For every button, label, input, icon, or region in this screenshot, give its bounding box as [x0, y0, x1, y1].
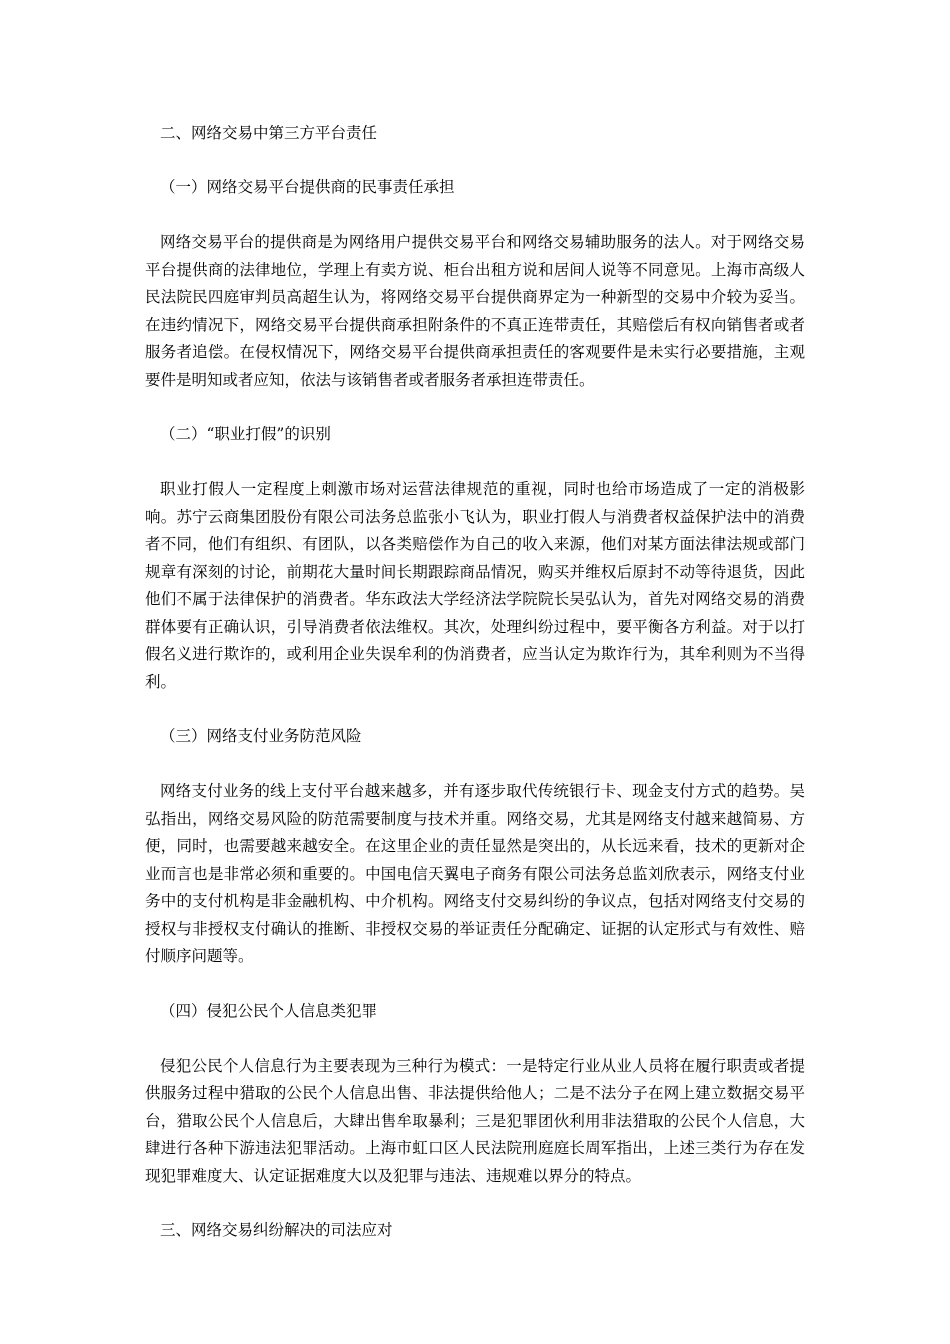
section-heading-3: 三、网络交易纠纷解决的司法应对 — [160, 1221, 393, 1239]
subsection-paragraph-2: 职业打假人一定程度上刺激市场对运营法律规范的重视，同时也给市场造成了一定的消极影响。苏宁云商集团股份有限公司法务总监张小飞认为，职业打假人与消费者权益保护法中的消费者不同，他们有组织、有团队，以各类赔偿作为自己的收入来源，他们对某方面法律法规或部门规章有深刻的讨论，前期花大量时间长期跟踪商品情况，购买并维权后原封不动等待退货，因此他们不属于法律保护的消费者。华东政法大学经济法学院院长吴弘认为，首先对网络交易的消费群体要有正确认识，引导消费者依法维权。其次，处理纠纷过程中，要平衡各方利益。对于以打假名义进行欺诈的，或利用企业失误牟利的伪消费者，应当认定为欺诈行为，其牟利则为不当得利。 — [145, 480, 805, 691]
subsection-paragraph-3: 网络支付业务的线上支付平台越来越多，并有逐步取代传统银行卡、现金支付方式的趋势。吴弘指出，网络交易风险的防范需要制度与技术并重。网络交易，尤其是网络支付越来越简易、方便，同时，也需要越来越安全。在这里企业的责任显然是突出的，从长远来看，技术的更新对企业而言也是非常必须和重要的。中国电信天翼电子商务有限公司法务总监刘欣表示，网络支付业务中的支付机构是非金融机构、中介机构。网络支付交易纠纷的争议点，包括对网络支付交易的授权与非授权支付确认的推断、非授权交易的举证责任分配确定、证据的认定形式与有效性、赔付顺序问题等。 — [145, 782, 805, 965]
subsection-title-2: （二）“职业打假”的识别 — [160, 425, 331, 443]
section-heading-2: 二、网络交易中第三方平台责任 — [160, 124, 378, 142]
subsection-title-1: （一）网络交易平台提供商的民事责任承担 — [160, 178, 455, 196]
subsection-title-3: （三）网络支付业务防范风险 — [160, 727, 362, 745]
subsection-paragraph-4: 侵犯公民个人信息行为主要表现为三种行为模式：一是特定行业从业人员将在履行职责或者提供服务过程中猎取的公民个人信息出售、非法提供给他人；二是不法分子在网上建立数据交易平台，猎取公民个人信息后，大肆出售牟取暴利；三是犯罪团伙利用非法猎取的公民个人信息，大肆进行各种下游违法犯罪活动。上海市虹口区人民法院刑庭庭长周军指出，上述三类行为存在发现犯罪难度大、认定证据难度大以及犯罪与违法、违规难以界分的特点。 — [145, 1056, 805, 1185]
document-page — [145, 121, 805, 1242]
subsection-paragraph-1: 网络交易平台的提供商是为网络用户提供交易平台和网络交易辅助服务的法人。对于网络交易平台提供商的法律地位，学理上有卖方说、柜台出租方说和居间人说等不同意见。上海市高级人民法院民四庭审判员高超生认为，将网络交易平台提供商界定为一种新型的交易中介较为妥当。在违约情况下，网络交易平台提供商承担附条件的不真正连带责任，其赔偿后有权向销售者或者服务者追偿。在侵权情况下，网络交易平台提供商承担责任的客观要件是未实行必要措施，主观要件是明知或者应知，依法与该销售者或者服务者承担连带责任。 — [145, 233, 805, 389]
subsection-title-4: （四）侵犯公民个人信息类犯罪 — [160, 1001, 378, 1020]
